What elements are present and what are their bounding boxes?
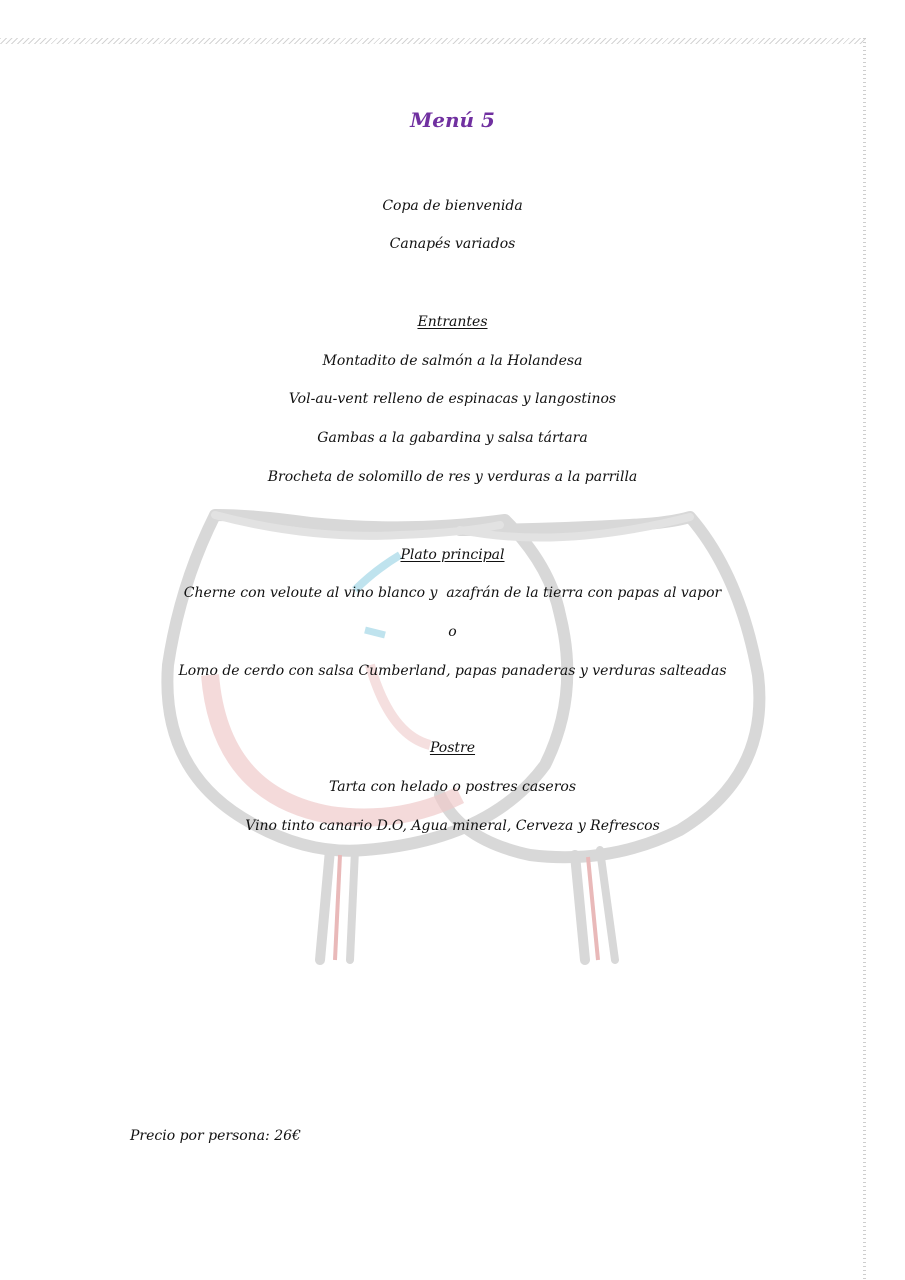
dessert-heading-text: Postre xyxy=(429,740,476,756)
menu-title: Menú 5 xyxy=(410,108,495,132)
dessert-heading xyxy=(0,738,905,758)
starter-item: Montadito de salmón a la Holandesa xyxy=(322,353,583,369)
main-option: Lomo de cerdo con salsa Cumberland, papas panaderas y verduras salteadas xyxy=(178,663,727,679)
welcome-item: Copa de bienvenida xyxy=(382,198,523,214)
price-per-person: Precio por persona: 26€ xyxy=(130,1128,301,1144)
drinks-item: Vino tinto canario D.O, Agua mineral, Cerveza y Refrescos xyxy=(245,818,660,834)
starters-heading-text: Entrantes xyxy=(417,314,488,330)
welcome-item: Canapés variados xyxy=(389,236,516,252)
starter-item: Gambas a la gabardina y salsa tártara xyxy=(317,430,588,446)
main-separator: o xyxy=(448,624,457,640)
dessert-item: Tarta con helado o postres caseros xyxy=(328,779,577,795)
starter-item: Brocheta de solomillo de res y verduras a la parrilla xyxy=(267,469,638,485)
starters-heading xyxy=(0,312,905,332)
main-heading xyxy=(0,545,905,565)
main-option: Cherne con veloute al vino blanco y azafrán de la tierra con papas al vapor xyxy=(183,585,722,601)
starter-item: Vol-au-vent relleno de espinacas y langostinos xyxy=(288,391,617,407)
main-heading-text: Plato principal xyxy=(400,547,505,563)
